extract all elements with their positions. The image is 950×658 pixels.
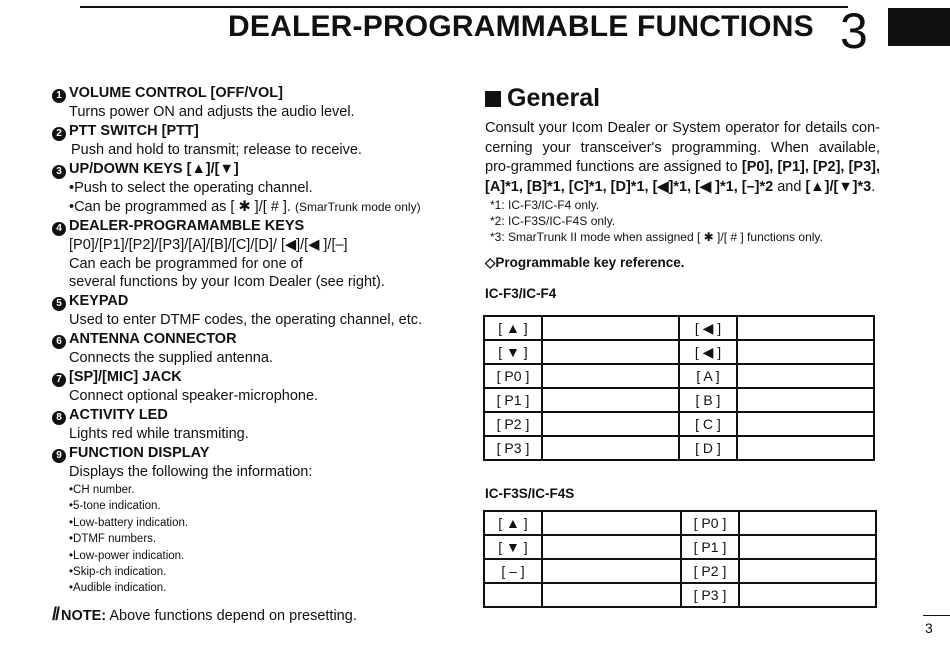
prog-ref-heading: ◇Programmable key reference. xyxy=(485,255,685,270)
item-text: several functions by your Icom Dealer (see right). xyxy=(69,274,385,291)
chapter-number: 3 xyxy=(840,3,868,59)
item-text: Lights red while transmiting. xyxy=(69,426,249,443)
table-row: [ – ] [ P2 ] xyxy=(484,559,876,583)
note: // NOTE: Above functions depend on presetting. xyxy=(52,603,357,624)
square-bullet-icon xyxy=(485,91,501,107)
display-item: •Low-power indication. xyxy=(69,549,185,562)
item-heading: 1 VOLUME CONTROL [OFF/VOL] xyxy=(52,84,452,103)
bullet-item: •Push to select the operating channel. xyxy=(69,179,313,196)
item-text: Turns power ON and adjusts the audio level. xyxy=(69,104,355,120)
key-table-f3 xyxy=(483,315,875,461)
item-text: Can each be programmed for one of xyxy=(69,255,303,272)
item-text: Displays the following the information: xyxy=(69,463,313,480)
table-row: [ P2 ] [ C ] xyxy=(484,412,874,436)
left-column xyxy=(52,84,452,626)
general-paragraph: Consult your Icom Dealer or System operator for details con-cerning your transceiver's programming. When available, pro-grammed functions are assigned to [P0], [P1], [P2], [P3], [A]*1, [B]*1, [C]*1, [D]*1, [◀]*1, [◀ ]*1, [–]*2 and [▲]/[▼]*3. xyxy=(485,120,881,195)
item-text: [P0]/[P1]/[P2]/[P3]/[A]/[B]/[C]/[D]/ [◀]/[◀ ]/[–] xyxy=(69,236,348,253)
model-label-f3: IC-F3/IC-F4 xyxy=(485,286,557,301)
display-item: •CH number. xyxy=(69,483,135,496)
header-rule xyxy=(80,6,848,8)
page-title: DEALER-PROGRAMMABLE FUNCTIONS xyxy=(228,10,814,43)
footer-rule xyxy=(923,615,950,616)
item-heading: 5 KEYPAD xyxy=(52,292,452,311)
display-item: •DTMF numbers. xyxy=(69,533,157,546)
footnote: *2: IC-F3S/IC-F4S only. xyxy=(490,214,616,228)
chapter-tab xyxy=(888,8,950,46)
item-text: Connects the supplied antenna. xyxy=(69,350,273,367)
display-item: •5-tone indication. xyxy=(69,500,161,513)
table-row: [ ▼ ] [ ◀ ] xyxy=(484,340,874,364)
item-heading: 7 [SP]/[MIC] JACK xyxy=(52,368,452,387)
table-row: [ ▼ ] [ P1 ] xyxy=(484,535,876,559)
footnote: *1: IC-F3/IC-F4 only. xyxy=(490,198,600,212)
item-heading: 9 FUNCTION DISPLAY xyxy=(52,444,452,463)
item-heading: 2 PTT SWITCH [PTT] xyxy=(52,122,452,141)
bullet-item: •Can be programmed as [ ✱ ]/[ # ]. (SmarTrunk mode only) xyxy=(69,198,421,215)
item-heading: 8 ACTIVITY LED xyxy=(52,406,452,425)
model-label-f3s: IC-F3S/IC-F4S xyxy=(485,486,575,501)
item-text: Push and hold to transmit; release to receive. xyxy=(71,141,362,158)
table-row: [ P3 ] [ D ] xyxy=(484,436,874,460)
table-row: [ P0 ] [ A ] xyxy=(484,364,874,388)
key-table-f3s xyxy=(483,510,877,608)
table-row: [ P1 ] [ B ] xyxy=(484,388,874,412)
table-row: [ ▲ ] [ P0 ] xyxy=(484,511,876,535)
table-row: [ P3 ] xyxy=(484,583,876,607)
item-text: Connect optional speaker-microphone. xyxy=(69,388,319,405)
item-heading: 4 DEALER-PROGRAMAMBLE KEYS xyxy=(52,217,452,236)
note-icon: // xyxy=(52,603,59,624)
table-row: [ ▲ ] [ ◀ ] xyxy=(484,316,874,340)
footnote: *3: SmarTrunk II mode when assigned [ ✱ ]/[ # ] functions only. xyxy=(490,230,823,244)
display-item: •Audible indication. xyxy=(69,582,167,595)
section-heading: General xyxy=(485,84,885,113)
right-column xyxy=(485,84,885,271)
page-number: 3 xyxy=(925,620,933,636)
item-text: Used to enter DTMF codes, the operating channel, etc. xyxy=(69,312,423,329)
item-heading: 3 UP/DOWN KEYS [▲]/[▼] xyxy=(52,160,452,179)
display-item: •Skip-ch indication. xyxy=(69,565,167,578)
display-item: •Low-battery indication. xyxy=(69,516,189,529)
item-heading: 6 ANTENNA CONNECTOR xyxy=(52,330,452,349)
